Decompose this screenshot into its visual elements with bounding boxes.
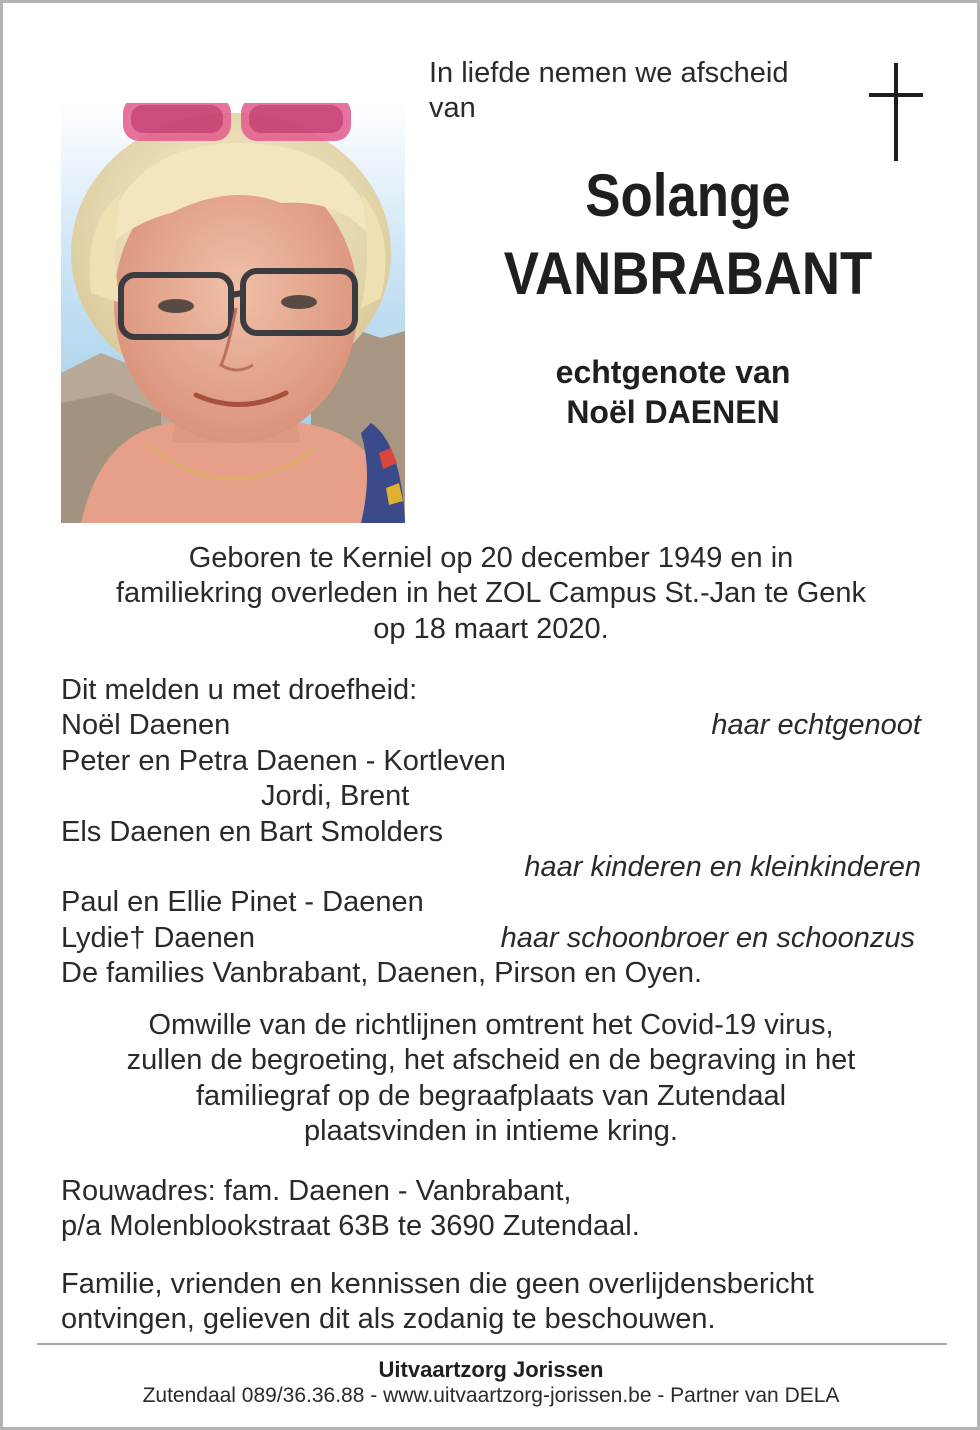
covid-notice <box>43 1008 939 1150</box>
birth-line: op 18 maart 2020. <box>373 612 609 645</box>
family-row-child: Peter en Petra Daenen - Kortleven <box>61 744 506 777</box>
family-row-child: Els Daenen en Bart Smolders <box>61 815 444 848</box>
family-row-inlaw: Paul en Ellie Pinet - Daenen <box>61 886 424 919</box>
covid-line: plaatsvinden in intieme kring. <box>304 1115 678 1148</box>
family-list <box>61 673 921 992</box>
inlaw-name: Lydie† Daenen <box>61 921 256 954</box>
children-role: haar kinderen en kleinkinderen <box>524 850 921 883</box>
birth-line: Geboren te Kerniel op 20 december 1949 en in <box>188 542 794 574</box>
address-line: Rouwadres: fam. Daenen - Vanbrabant, <box>61 1175 572 1207</box>
inlaw-role: haar schoonbroer en schoonzus <box>500 921 915 954</box>
family-intro: Dit melden u met droefheid: <box>61 674 418 706</box>
spouse-label: echtgenote van <box>555 354 791 390</box>
cross-icon <box>867 63 925 163</box>
deceased-last-name: VANBRABANT <box>503 240 873 307</box>
deceased-first-name: Solange <box>585 162 791 229</box>
intro-text <box>429 56 849 126</box>
birth-death-info <box>43 541 939 647</box>
family-row-husband <box>61 708 921 743</box>
family-row-inlaw <box>61 921 921 956</box>
spouse-name: Noël DAENEN <box>566 394 780 430</box>
covid-line: Omwille van de richtlijnen omtrent het Covid-19 virus, <box>148 1009 834 1041</box>
funeral-home-contact: Zutendaal 089/36.36.88 - www.uitvaartzorg-jorissen.be - Partner van DELA <box>142 1384 840 1407</box>
family-row-grandchildren: Jordi, Brent <box>261 780 410 813</box>
mourning-address <box>61 1174 921 1245</box>
family-row-children-role <box>61 850 921 885</box>
husband-role: haar echtgenoot <box>711 709 921 742</box>
address-line: p/a Molenblookstraat 63B te 3690 Zutendaal. <box>61 1210 640 1243</box>
portrait-photo <box>61 103 405 523</box>
intro-line: In liefde nemen we afscheid <box>429 57 789 89</box>
closing-line: ontvingen, gelieven dit als zodanig te beschouwen. <box>61 1303 716 1336</box>
footer-divider <box>37 1343 947 1345</box>
closing-notice <box>61 1267 921 1338</box>
family-row-families: De families Vanbrabant, Daenen, Pirson en Oyen. <box>61 957 703 990</box>
covid-line: zullen de begroeting, het afscheid en de begraving in het <box>126 1044 856 1077</box>
intro-line: van <box>429 92 476 124</box>
funeral-home-name: Uitvaartzorg Jorissen <box>378 1357 604 1382</box>
closing-line: Familie, vrienden en kennissen die geen overlijdensbericht <box>61 1268 814 1300</box>
birth-line: familiekring overleden in het ZOL Campus St.-Jan te Genk <box>115 577 867 610</box>
husband-name: Noël Daenen <box>61 709 231 742</box>
covid-line: familiegraf op de begraafplaats van Zutendaal <box>195 1079 787 1112</box>
portrait-photo-image <box>61 103 405 523</box>
